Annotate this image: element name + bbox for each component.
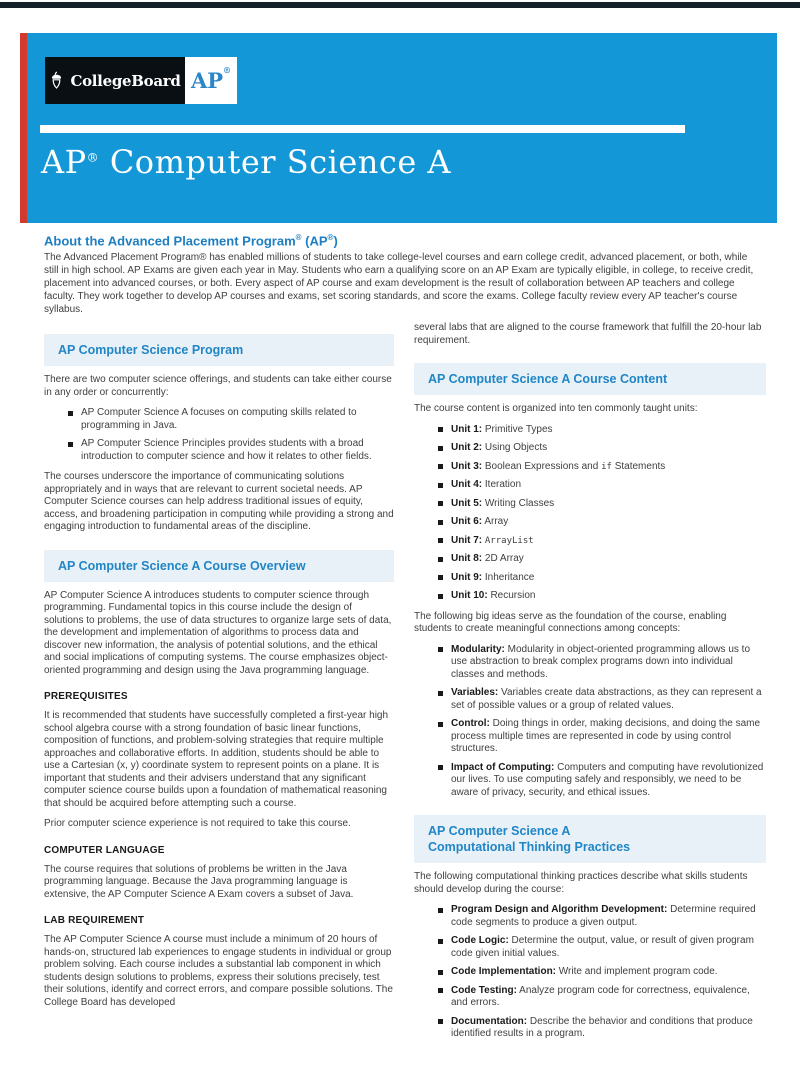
prerequisites-body: It is recommended that students have successfully completed a first-year high school algebra course with a strong foundation of basic linear functions, composition of functions, and problem-solving strategies that require multiple approaches and collaborative efforts. In addition, students should be able to use a Cartesian (x, y) coordinate system to represent points on a plane. It is important that students and their advisers understand that any significant computer science course builds upon a foundation of mathematical reasoning that should be acquired before attempting such a course.	[44, 710, 389, 809]
bullet-icon	[438, 970, 443, 975]
overview-section-header: AP Computer Science A Course Overview	[44, 550, 394, 582]
big-ideas-intro: The following big ideas serve as the foundation of the course, enabling students to create meaningful connections among concepts:	[414, 610, 727, 634]
header-banner	[27, 33, 777, 223]
thinking-practices-section-header: AP Computer Science A Computational Thinking Practices	[414, 815, 766, 863]
header-divider	[40, 125, 685, 133]
practice-item: Program Design and Algorithm Development: Determine required code segments to produce a given output.	[438, 904, 766, 929]
thinking-practices-intro: The following computational thinking practices describe what skills students should develop during the course:	[414, 871, 748, 895]
bullet-icon	[438, 483, 443, 488]
bullet-icon	[438, 691, 443, 696]
prerequisites-note: Prior computer science experience is not required to take this course.	[44, 818, 351, 829]
unit-item: Unit 4: Iteration	[438, 479, 766, 492]
program-intro: There are two computer science offerings, and students can take either course in any order or concurrently:	[44, 374, 392, 398]
bullet-icon	[438, 1019, 443, 1024]
computer-language-heading: COMPUTER LANGUAGE	[44, 844, 165, 856]
about-body: The Advanced Placement Program® has enabled millions of students to take college-level courses and earn college credit, advanced placement, or both, while still in high school. AP Exams are given each year in May. Students who earn a qualifying score on an AP Exam are typically eligible, in college, to receive credit, placement into advanced courses, or both. Every aspect of AP course and exam development is the result of collaboration between AP teachers and college faculty. They work together to develop AP courses and exams, set scoring standards, and score the exams. College faculty review every AP teacher's course syllabus.	[44, 252, 754, 315]
units-list	[414, 424, 766, 603]
page-title: AP® Computer Science A	[41, 143, 452, 181]
unit-item: Unit 5: Writing Classes	[438, 498, 766, 511]
unit-item: Unit 7: ArrayList	[438, 535, 766, 548]
bullet-icon	[438, 464, 443, 469]
bullet-icon	[438, 557, 443, 562]
unit-item: Unit 6: Array	[438, 516, 766, 529]
bullet-icon	[68, 411, 73, 416]
thinking-practices-list	[414, 904, 766, 1041]
prerequisites-heading: PREREQUISITES	[44, 691, 128, 702]
unit-item: Unit 10: Recursion	[438, 590, 766, 603]
bullet-icon	[438, 988, 443, 993]
bullet-icon	[438, 594, 443, 599]
collegeboard-logo	[45, 57, 185, 104]
bullet-icon	[438, 939, 443, 944]
program-bullet-list	[44, 407, 394, 463]
lab-requirement-continuation: several labs that are aligned to the course framework that fulfill the 20-hour lab requirement.	[414, 322, 762, 346]
practice-item: Code Logic: Determine the output, value, or result of given program code given initial values.	[438, 935, 766, 960]
bullet-icon	[438, 520, 443, 525]
ap-logo-text: AP®	[190, 65, 232, 93]
bullet-icon	[438, 765, 443, 770]
brand-logo-row	[45, 57, 237, 104]
unit-item: Unit 3: Boolean Expressions and if Statements	[438, 461, 766, 474]
lab-requirement-body: The AP Computer Science A course must include a minimum of 20 hours of hands-on, structured lab experiences to engage students in individual or group problem solving. Each course includes a substantial lab component in which students design solutions to problems, express their solutions precisely, test their solutions, identify and correct errors, and compare possible solutions. The College Board has developed	[44, 934, 393, 1008]
practice-item: Code Implementation: Write and implement program code.	[438, 966, 766, 979]
about-section	[44, 233, 762, 316]
right-column	[414, 322, 766, 1049]
about-heading: About the Advanced Placement Program® (AP®)	[44, 233, 338, 249]
overview-body: AP Computer Science A introduces students to computer science through programming. Fundamental topics in this course include the design of solutions to problems, the use of data structures to organize large sets of data, the development and implementation of algorithms to process data and discover new information, the analysis of potential solutions, and the ethical and social implications of computing systems. The course emphasizes object-oriented programming and design using the Java programming language.	[44, 589, 392, 676]
big-idea-item: Variables: Variables create data abstractions, as they can represent a set of possible values or a group of related values.	[438, 687, 766, 712]
bullet-icon	[438, 722, 443, 727]
practice-item: Documentation: Describe the behavior and conditions that produce identified results in a program.	[438, 1016, 766, 1041]
bullet-icon	[438, 446, 443, 451]
computer-language-body: The course requires that solutions of problems be written in the Java programming language. Because the Java programming language is extensive, the AP Computer Science A Exam covers a subset of Java.	[44, 863, 354, 900]
ap-logo-box	[185, 57, 237, 104]
program-outro: The courses underscore the importance of communicating solutions appropriately and in ways that are relevant to current societal needs. AP Computer Science courses can help address traditional issues of equity, access, and broadening participation in computing while providing a strong and engaging introduction to fundamental areas of the discipline.	[44, 471, 394, 532]
program-section-header: AP Computer Science Program	[44, 334, 394, 366]
bullet-icon	[68, 442, 73, 447]
bullet-icon	[438, 427, 443, 432]
list-item: AP Computer Science Principles provides students with a broad introduction to computer science and how it relates to other fields.	[68, 438, 394, 463]
unit-item: Unit 9: Inheritance	[438, 572, 766, 585]
bullet-icon	[438, 538, 443, 543]
acorn-icon	[49, 71, 64, 90]
left-column	[44, 334, 394, 1017]
bullet-icon	[438, 501, 443, 506]
course-content-intro: The course content is organized into ten commonly taught units:	[414, 403, 698, 414]
bullet-icon	[438, 908, 443, 913]
bullet-icon	[438, 575, 443, 580]
unit-item: Unit 1: Primitive Types	[438, 424, 766, 437]
registered-mark: ®	[223, 65, 232, 75]
collegeboard-wordmark: CollegeBoard	[70, 71, 181, 90]
top-edge-bar	[0, 2, 800, 8]
unit-item: Unit 2: Using Objects	[438, 442, 766, 455]
left-red-accent	[20, 33, 27, 223]
big-idea-item: Control: Doing things in order, making decisions, and doing the same process multiple times are represented in code by using control structures.	[438, 718, 766, 756]
practice-item: Code Testing: Analyze program code for correctness, equivalence, and errors.	[438, 985, 766, 1010]
list-item: AP Computer Science A focuses on computing skills related to programming in Java.	[68, 407, 394, 432]
big-idea-item: Modularity: Modularity in object-oriented programming allows us to use abstraction to break complex programs down into individual classes and methods.	[438, 644, 766, 682]
lab-requirement-heading: LAB REQUIREMENT	[44, 915, 145, 926]
big-idea-item: Impact of Computing: Computers and computing have revolutionized our lives. To use computing safely and responsibly, we need to be aware of privacy, security, and ethical issues.	[438, 762, 766, 800]
course-content-section-header: AP Computer Science A Course Content	[414, 363, 766, 395]
big-ideas-list	[414, 644, 766, 800]
bullet-icon	[438, 647, 443, 652]
unit-item: Unit 8: 2D Array	[438, 553, 766, 566]
